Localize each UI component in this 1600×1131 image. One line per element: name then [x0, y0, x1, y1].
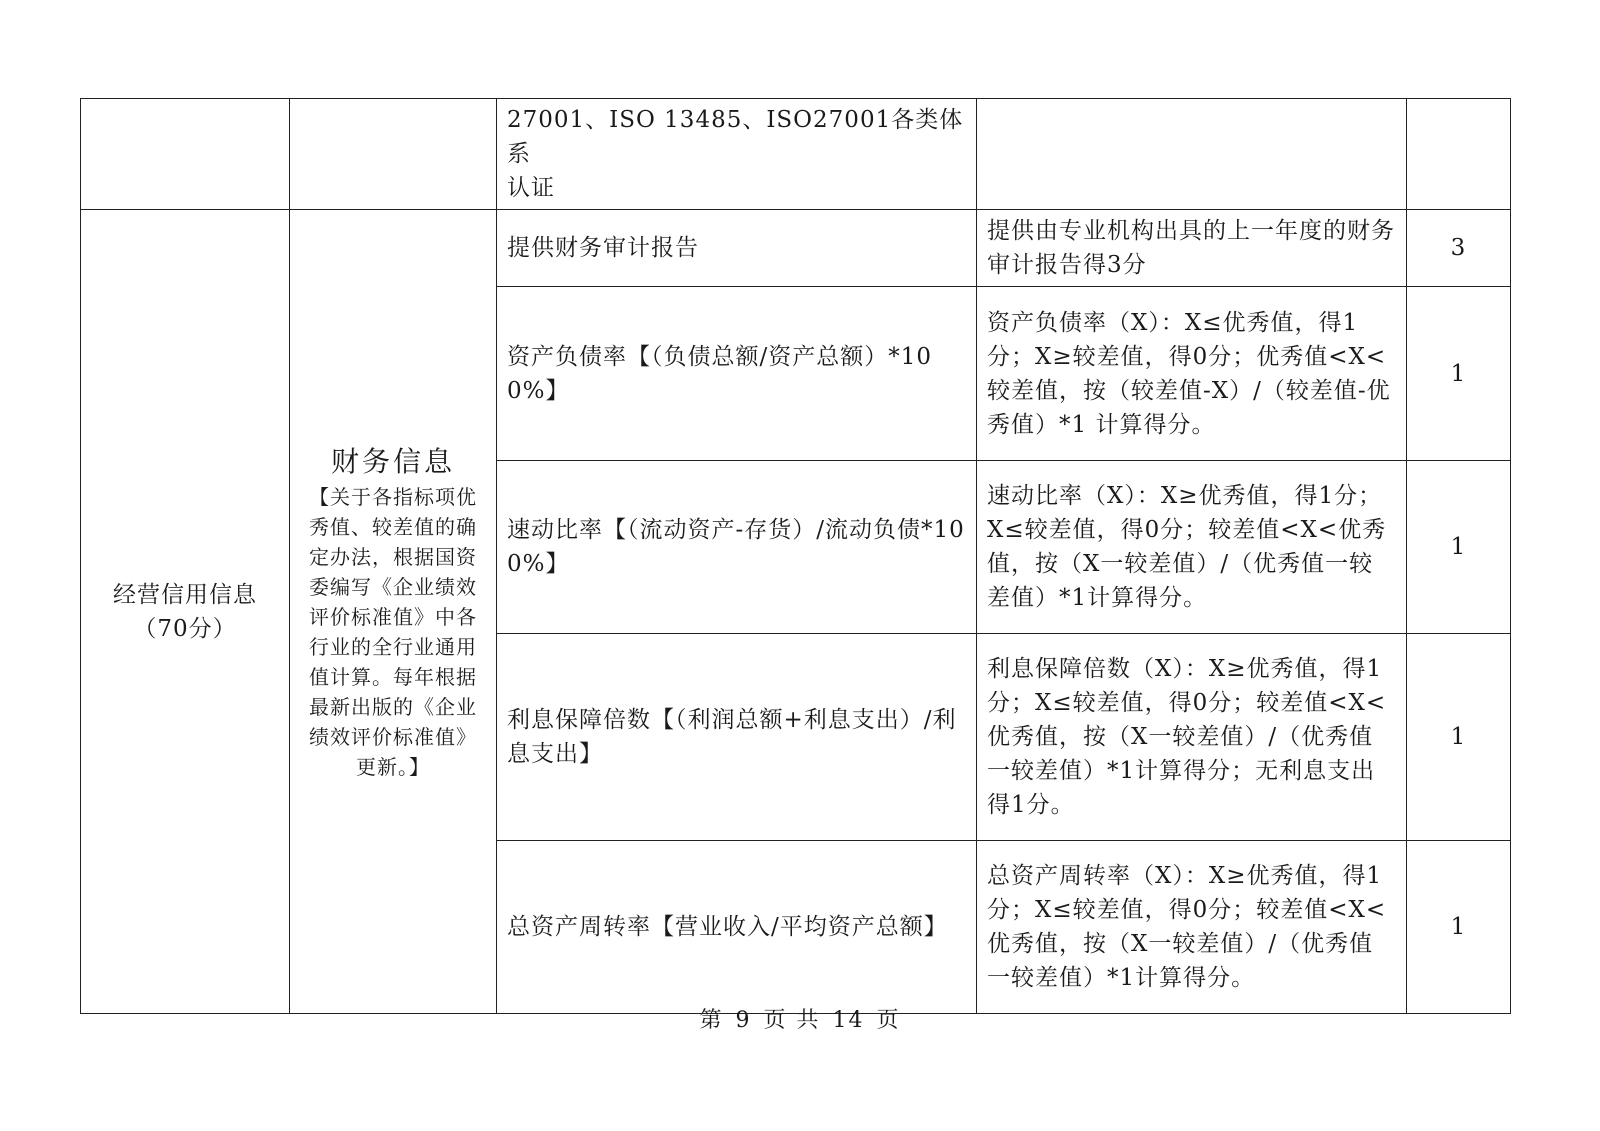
criteria-cell: 资产负债率【（负债总额/资产总额）*100%】	[497, 287, 977, 461]
score-cell: 1	[1407, 841, 1511, 1014]
criteria-cell: 利息保障倍数【（利润总额+利息支出）/利息支出】	[497, 634, 977, 841]
criteria-line: 认证	[507, 175, 555, 201]
footer-middle: 页 共	[763, 1008, 821, 1033]
criteria-cell: 总资产周转率【营业收入/平均资产总额】	[497, 841, 977, 1014]
subcategory-title: 财务信息	[330, 444, 455, 478]
criteria-cell: 提供财务审计报告	[497, 210, 977, 287]
table-row	[81, 210, 1511, 287]
category-points: （70分）	[133, 615, 237, 642]
score-cell: 1	[1407, 287, 1511, 461]
rule-cell: 利息保障倍数（X）：X≥优秀值，得1分；X≤较差值，得0分；较差值<X<优秀值，按（X一较差值）/（优秀值一较差值）*1计算得分；无利息支出得1分。	[977, 634, 1407, 841]
rule-cell: 提供由专业机构出具的上一年度的财务审计报告得3分	[977, 210, 1407, 287]
scoring-table	[80, 98, 1511, 1014]
rule-cell-empty	[977, 99, 1407, 210]
score-cell: 1	[1407, 634, 1511, 841]
footer-prefix: 第	[699, 1008, 724, 1033]
footer-page-number: 9	[735, 1008, 752, 1033]
criteria-cell	[497, 99, 977, 210]
subcategory-note: 【关于各指标项优秀值、较差值的确定办法，根据国资委编写《企业绩效评价标准值》中各行业的全行业通用值计算。每年根据最新出版的《企业绩效评价标准值》更新。】	[309, 484, 477, 779]
footer-suffix: 页	[876, 1008, 901, 1033]
subcategory-cell	[290, 210, 497, 1014]
category-name: 经营信用信息	[113, 581, 257, 608]
rule-cell: 总资产周转率（X）：X≥优秀值，得1分；X≤较差值，得0分；较差值<X<优秀值，按（X一较差值）/（优秀值一较差值）*1计算得分。	[977, 841, 1407, 1014]
category-cell-empty	[81, 99, 290, 210]
score-cell: 3	[1407, 210, 1511, 287]
footer-total-pages: 14	[832, 1008, 865, 1033]
table-row	[81, 99, 1511, 210]
rule-cell: 速动比率（X）：X≥优秀值，得1分；X≤较差值，得0分；较差值<X<优秀值，按（X一较差值）/（优秀值一较差值）*1计算得分。	[977, 461, 1407, 634]
criteria-cell: 速动比率【（流动资产-存货）/流动负债*100%】	[497, 461, 977, 634]
category-cell	[81, 210, 290, 1014]
subcategory-cell-empty	[290, 99, 497, 210]
score-cell-empty	[1407, 99, 1511, 210]
score-cell: 1	[1407, 461, 1511, 634]
rule-cell: 资产负债率（X）：X≤优秀值，得1分；X≥较差值，得0分；优秀值<X<较差值，按（较差值-X）/（较差值-优秀值）*1 计算得分。	[977, 287, 1407, 461]
criteria-line: 27001、ISO 13485、ISO27001各类体系	[507, 107, 964, 167]
page-footer	[0, 1003, 1600, 1034]
